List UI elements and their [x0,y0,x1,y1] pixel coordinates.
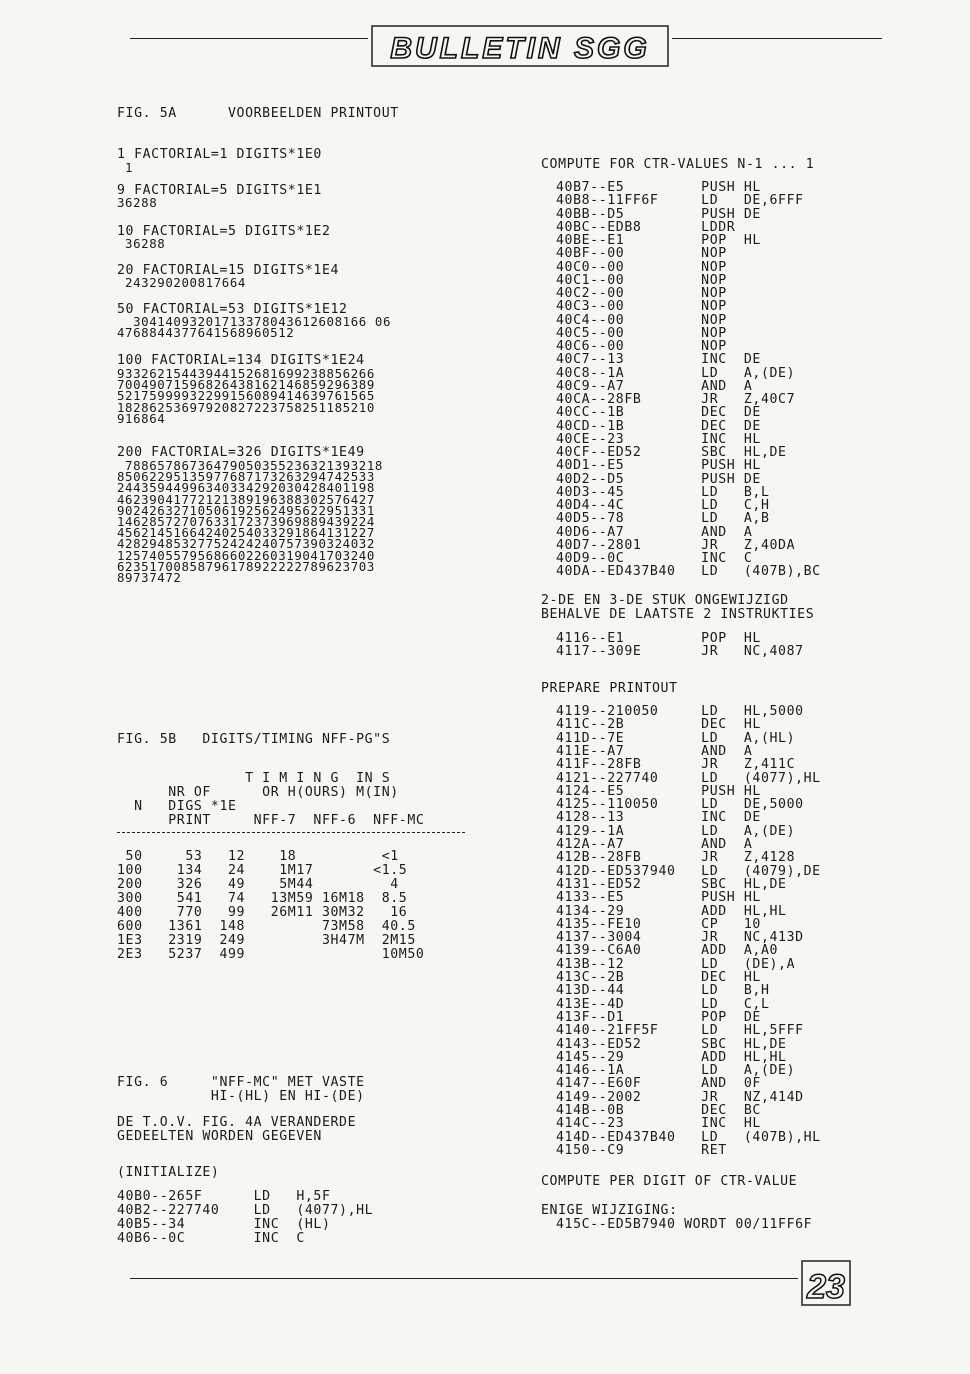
code-line: 40BB--D5 PUSH DE [556,206,761,222]
fig5a-entry-7-head: 200 FACTORIAL=326 DIGITS*1E49 [117,445,365,460]
fig5a-entry-4-head: 20 FACTORIAL=15 DIGITS*1E4 [117,263,340,278]
code-line: 40C8--1A LD A,(DE) [556,365,796,381]
fig5a-entry-2-digits: 36288 [117,195,158,210]
fig5b-row: 50 53 12 18 <1 [117,849,399,864]
code-line: 4137--3004 JR NC,413D [556,930,804,946]
code-line: 40D4--4C LD C,H [556,498,770,513]
tov-line-2: GEDEELTEN WORDEN GEGEVEN [117,1129,322,1144]
code-line: 4146--1A LD A,(DE) [556,1063,796,1079]
code-line: 4125--110050 LD DE,5000 [556,797,804,813]
code-line: 4147--E60F AND 0F [556,1076,761,1092]
code-line: 40CD--1B DEC DE [556,418,761,434]
code-line: 40C3--00 NOP [556,299,727,315]
fig5b-row: 300 541 74 13M59 16M18 8.5 [117,891,408,906]
code-line: 411E--A7 AND A [556,743,753,759]
code-line: 40D1--E5 PUSH HL [556,458,761,474]
init-code-line: 40B5--34 INC (HL) [117,1217,331,1232]
code-line: 40BF--00 NOP [556,246,727,262]
initialize-label: (INITIALIZE) [117,1165,220,1180]
fig5b-row: 400 770 99 26M11 30M32 16 [117,905,408,920]
code-line: 4124--E5 PUSH HL [556,783,761,799]
code-line: 40C2--00 NOP [556,286,727,301]
code-line: 40CA--28FB JR Z,40C7 [556,392,796,407]
code-line: 40C5--00 NOP [556,325,727,341]
code-line: 40D6--A7 AND A [556,524,753,540]
code-line: 40D3--45 LD B,L [556,484,770,500]
code-line: 4121--227740 LD (4077),HL [556,770,821,786]
fig5b-title: FIG. 5B DIGITS/TIMING NFF-PG"S [117,732,391,747]
note-line-2: BEHALVE DE LAATSTE 2 INSTRUKTIES [541,607,815,622]
fig5a-entry-1-digits: 1 [117,160,134,175]
fig6-title: FIG. 6 "NFF-MC" MET VASTE [117,1075,365,1090]
code-line: 411D--7E LD A,(HL) [556,730,796,746]
fig5b-header-3: N DIGS *1E [117,799,237,814]
fig5b-row: 2E3 5237 499 10M50 [117,947,425,962]
code-line: 4143--ED52 SBC HL,DE [556,1036,787,1052]
code-line: 4134--29 ADD HL,HL [556,903,787,919]
code-line: 413D--44 LD B,H [556,983,770,999]
fig5b-row: 600 1361 148 73M58 40.5 [117,919,416,934]
header-rule-right [672,38,882,39]
code-line: 412B--28FB JR Z,4128 [556,850,796,866]
code-line: 40B7--E5 PUSH HL [556,180,761,195]
prepare-title: PREPARE PRINTOUT [541,681,678,696]
fig5b-separator [117,832,465,833]
fig5a-entry-1-head: 1 FACTORIAL=1 DIGITS*1E0 [117,147,322,162]
code-line: 40BC--EDB8 LDDR [556,219,736,235]
code-line: 40D9--0C INC C [556,551,753,566]
fig5a-title: FIG. 5A VOORBEELDEN PRINTOUT [117,106,399,121]
change-label: ENIGE WIJZIGING: [541,1203,678,1218]
code-line: 40C4--00 NOP [556,312,727,328]
fig5a-entry-5-digits: 30414093201713378043612608166 06 4768844377641568960512 [117,314,392,341]
code-line: 4139--C6A0 ADD A,A0 [556,943,779,959]
code-line: 413C--2B DEC HL [556,970,761,985]
code-line: 40D2--D5 PUSH DE [556,471,761,487]
fig5b-row: 1E3 2319 249 3H47M 2M15 [117,933,416,948]
code-line: 412D--ED537940 LD (4079),DE [556,863,821,879]
fig5a-entry-5-head: 50 FACTORIAL=53 DIGITS*1E12 [117,302,348,317]
code-line: 40C0--00 NOP [556,259,727,275]
code-line: 4150--C9 RET [556,1142,727,1158]
init-code-line: 40B0--265F LD H,5F [117,1189,331,1204]
svg-text:BULLETIN SGG: BULLETIN SGG [390,32,650,65]
code-line: 4140--21FF5F LD HL,5FFF [556,1023,804,1039]
fig5b-row: 100 134 24 1M17 <1.5 [117,863,408,878]
fig5a-entry-4-digits: 243290200817664 [117,275,246,290]
code-line: 40C1--00 NOP [556,272,727,288]
compute-2-title: COMPUTE PER DIGIT OF CTR-VALUE [541,1174,798,1189]
compute-title: COMPUTE FOR CTR-VALUES N-1 ... 1 [541,157,815,172]
code-line: 4133--E5 PUSH HL [556,890,761,906]
fig5b-header-2: NR OF OR H(OURS) M(IN) [117,785,399,800]
code-line: 411F--28FB JR Z,411C [556,757,796,773]
listing-2-line: 4117--309E JR NC,4087 [556,644,804,659]
fig5a-entry-3-head: 10 FACTORIAL=5 DIGITS*1E2 [117,224,331,239]
code-line: 414C--23 INC HL [556,1116,761,1132]
code-line: 413E--4D LD C,L [556,996,770,1012]
code-line: 40C7--13 INC DE [556,352,761,368]
bulletin-banner [370,22,670,70]
init-code-line: 40B2--227740 LD (4077),HL [117,1203,374,1218]
code-line: 4149--2002 JR NZ,414D [556,1089,804,1105]
code-line: 40C9--A7 AND A [556,378,753,394]
init-code-line: 40B6--0C INC C [117,1231,305,1246]
fig5a-entry-7-digits: 78865786736479050355236321393218 85062295135977687173263294742533 24435944996340334292030428401198 46239041772121389196388302576427 90242632710506192562495622951331 14628572707633172373969889439224 45621451664240254033291864131227 42829485327752424240757390324032 12574055795686602260319041703240 62351700858796178922222789623703 89737472 [117,458,383,586]
header-rule-left [130,38,368,39]
fig5a-entry-3-digits: 36288 [117,236,166,251]
code-line: 40BE--E1 POP HL [556,233,761,248]
code-line: 412A--A7 AND A [556,837,753,852]
code-line: 40CE--23 INC HL [556,431,761,447]
fig5a-entry-6-digits: 93326215443944152681699238856266 70049071596826438162146859296389 52175999932299156089414639761565 18286253697920827223758251185210 916864 [117,366,375,426]
code-line: 4129--1A LD A,(DE) [556,823,796,839]
code-line: 40DA--ED437B40 LD (407B),BC [556,564,821,580]
code-line: 413B--12 LD (DE),A [556,956,796,972]
fig5b-header-4: PRINT NFF-7 NFF-6 NFF-MC [117,813,425,828]
code-line: 4135--FE10 CP 10 [556,916,761,932]
code-line: 40D5--78 LD A,B [556,511,770,527]
tov-line-1: DE T.O.V. FIG. 4A VERANDERDE [117,1115,357,1130]
fig5a-entry-2-head: 9 FACTORIAL=5 DIGITS*1E1 [117,183,322,198]
change-line: 415C--ED5B7940 WORDT 00/11FF6F [556,1217,813,1232]
svg-text:23: 23 [807,1268,845,1306]
code-line: 4128--13 INC DE [556,810,761,826]
code-line: 40D7--2801 JR Z,40DA [556,537,796,553]
page-number [800,1258,852,1308]
code-line: 4145--29 ADD HL,HL [556,1049,787,1065]
code-line: 4131--ED52 SBC HL,DE [556,876,787,892]
code-line: 413F--D1 POP DE [556,1009,761,1025]
fig5a-entry-6-head: 100 FACTORIAL=134 DIGITS*1E24 [117,353,365,368]
fig6-subtitle: HI-(HL) EN HI-(DE) [117,1089,365,1104]
fig5b-header-1: T I M I N G IN S [117,771,391,786]
note-line-1: 2-DE EN 3-DE STUK ONGEWIJZIGD [541,593,789,608]
code-line: 40C6--00 NOP [556,339,727,354]
code-line: 40CF--ED52 SBC HL,DE [556,445,787,460]
code-line: 411C--2B DEC HL [556,717,761,733]
code-line: 40B8--11FF6F LD DE,6FFF [556,193,804,209]
footer-rule [130,1278,798,1279]
code-line: 414D--ED437B40 LD (407B),HL [556,1129,821,1145]
code-line: 40CC--1B DEC DE [556,405,761,421]
code-line: 4119--210050 LD HL,5000 [556,704,804,719]
fig5b-row: 200 326 49 5M44 4 [117,877,399,892]
code-line: 414B--0B DEC BC [556,1103,761,1118]
listing-2-line: 4116--E1 POP HL [556,631,761,646]
